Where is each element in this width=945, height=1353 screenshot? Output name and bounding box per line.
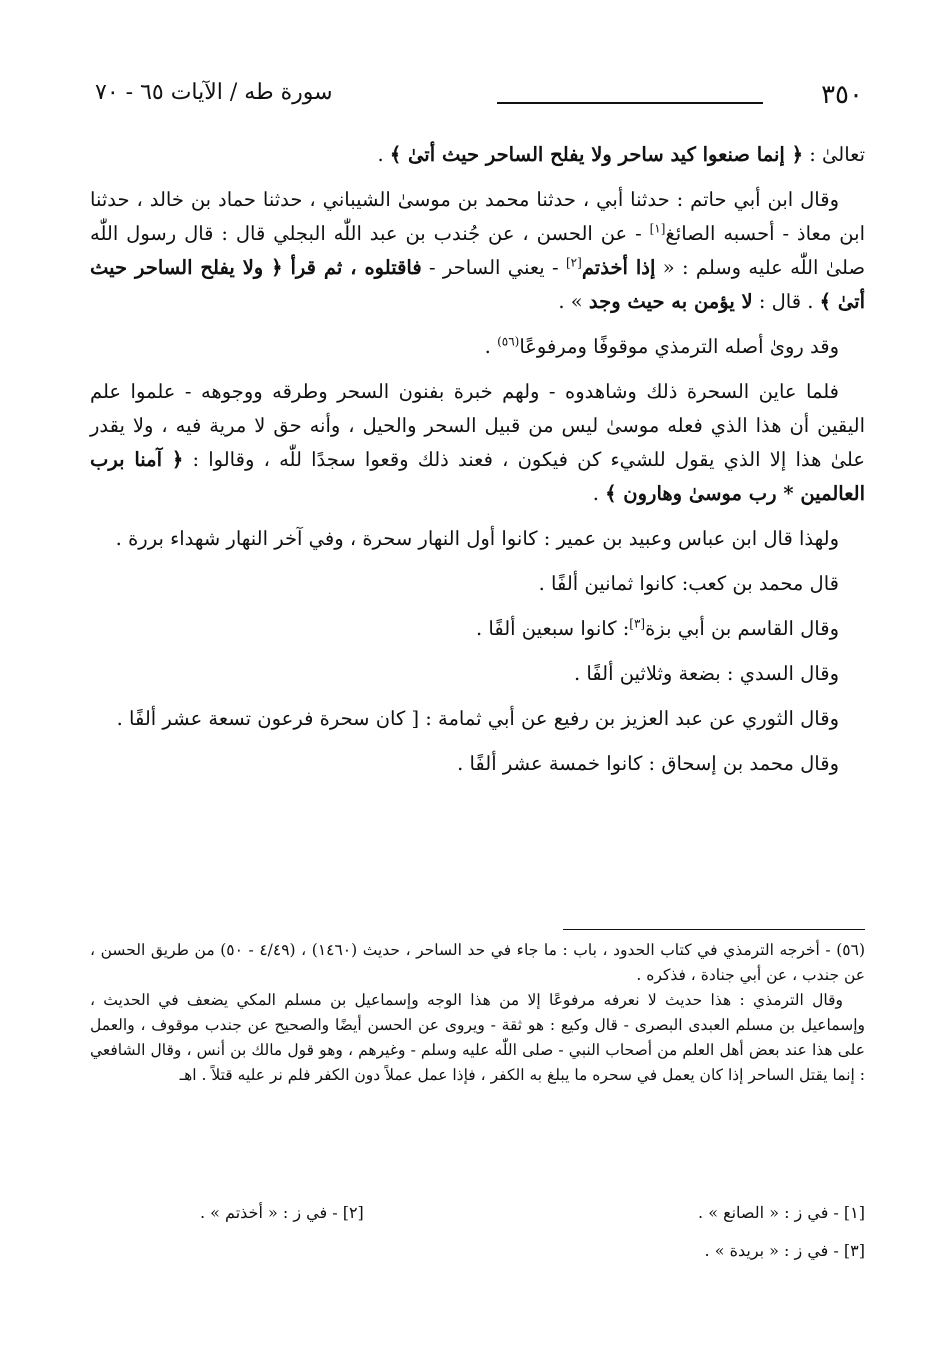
text-span: » . (558, 290, 589, 313)
text-span: وقال ابن أبي حاتم : حدثنا أبي ، حدثنا محمد بن موسىٰ الشيباني ، حدثنا حماد بن خالد ، حدثنا ابن معاذ - أحسبه الصائغ (90, 188, 865, 245)
footnote-ref: [١] (649, 221, 666, 236)
text-span: فلما عاين السحرة ذلك وشاهدوه - ولهم خبرة بفنون السحر وطرقه ووجوهه - علموا علم اليقين أن هذا الذي فعله موسىٰ ليس من قبيل السحر والحيل ، وأنه حق لا مرية فيه ، ولا يقدر علىٰ هذا إلا الذي يقول للشيء كن فيكون ، فعند ذلك وقعوا سجدًا للّٰه ، وقالوا : (90, 380, 865, 471)
text-span: . قال : (752, 290, 820, 313)
footnote-56-commentary: وقال الترمذي : هذا حديث لا نعرفه مرفوعًا إلا من هذا الوجه وإسماعيل بن مسلم المكي يضعف في الحديث ، وإسماعيل بن مسلم العبدى البصرى - قال وكيع : هو ثقة - ويروى عن الحسن أيضًا والصحيح عن جندب موقوف ، والعمل على هذا عند بعض أهل العلم من أصحاب النبي - صلى اللّٰه عليه وسلم - وغيرهم ، وهو قول مالك بن أنس ، وقال الشافعي : إنما يقتل الساحر إذا كان يعمل في سحره ما يبلغ به الكفر ، فإذا عمل عملاً دون الكفر فلم نر عليه قتلاً . اهـ (90, 991, 865, 1084)
text-span: - يعني الساحر - (421, 256, 566, 279)
paragraph-7 (90, 612, 865, 646)
page-header (95, 80, 863, 116)
variant-note-3: [٣] - في ز : « بريدة » . (704, 1241, 865, 1260)
paragraph-10: وقال محمد بن إسحاق : كانوا خمسة عشر ألفًا . (457, 752, 839, 775)
page-number: ٣٥٠ (821, 80, 863, 110)
text-span: : كانوا سبعين ألفًا . (476, 617, 630, 640)
paragraph-9: وقال الثوري عن عبد العزيز بن رفيع عن أبي ثمامة : [ كان سحرة فرعون تسعة عشر ألفًا . (116, 707, 839, 730)
text-span: . (377, 143, 390, 166)
footnote-56: (٥٦) - أخرجه الترمذي في كتاب الحدود ، باب : ما جاء في حد الساحر ، حديث (١٤٦٠) ، (٤/٤٩ - ٥٠) من طريق الحسن ، عن جندب ، عن أبي جنادة ، فذكره . (90, 941, 865, 984)
paragraph-1 (90, 138, 865, 172)
text-span: وقال القاسم بن أبي بزة (645, 617, 839, 640)
text-span: وقد روىٰ أصله الترمذي موقوفًا ومرفوعًا (519, 335, 839, 358)
variant-note-1: [١] - في ز : « الصانع » . (698, 1203, 865, 1222)
hadith-text: لا يؤمن به حيث وجد (588, 290, 753, 313)
text-span: . (484, 335, 498, 358)
paragraph-2 (90, 183, 865, 319)
text-span: . (592, 482, 606, 505)
header-rule (497, 102, 763, 104)
quran-verse: ﴿ آمنا برب العالمين * رب موسىٰ وهارون ﴾ (90, 448, 865, 505)
paragraph-6: قال محمد بن كعب: كانوا ثمانين ألفًا . (538, 572, 839, 595)
text-span: تعالىٰ : (803, 143, 865, 166)
footnote-rule (563, 929, 865, 930)
footnote-ref: [٢] (565, 255, 582, 270)
paragraph-8: وقال السدي : بضعة وثلاثين ألفًا . (573, 662, 839, 685)
footnote-ref: (٥٦) (497, 334, 520, 349)
footnotes (90, 938, 865, 1088)
variant-note-2: [٢] - في ز : « أخذتم » . (200, 1203, 364, 1222)
hadith-text: إذا أخذتم (581, 256, 656, 279)
paragraph-5: ولهذا قال ابن عباس وعبيد بن عمير : كانوا أول النهار سحرة ، وفي آخر النهار شهداء بررة . (115, 527, 839, 550)
paragraph-4 (90, 375, 865, 511)
hadith-text: فاقتلوه ، ثم قرأ ﴿ ولا يفلح الساحر حيث أتىٰ ﴾ (90, 256, 865, 313)
quran-verse: ﴿ إنما صنعوا كيد ساحر ولا يفلح الساحر حيث أتىٰ ﴾ (389, 143, 804, 166)
text-span: - عن الحسن ، عن جُندب بن عبد اللّٰه البجلي قال : قال رسول اللّٰه صلىٰ اللّٰه عليه وسلم : « (90, 222, 866, 279)
main-text (90, 138, 865, 792)
variant-notes (200, 1203, 865, 1273)
footnote-ref: [٣] (629, 616, 646, 631)
running-title: سورة طه / الآيات ٦٥ - ٧٠ (95, 80, 333, 105)
paragraph-3 (90, 330, 865, 364)
